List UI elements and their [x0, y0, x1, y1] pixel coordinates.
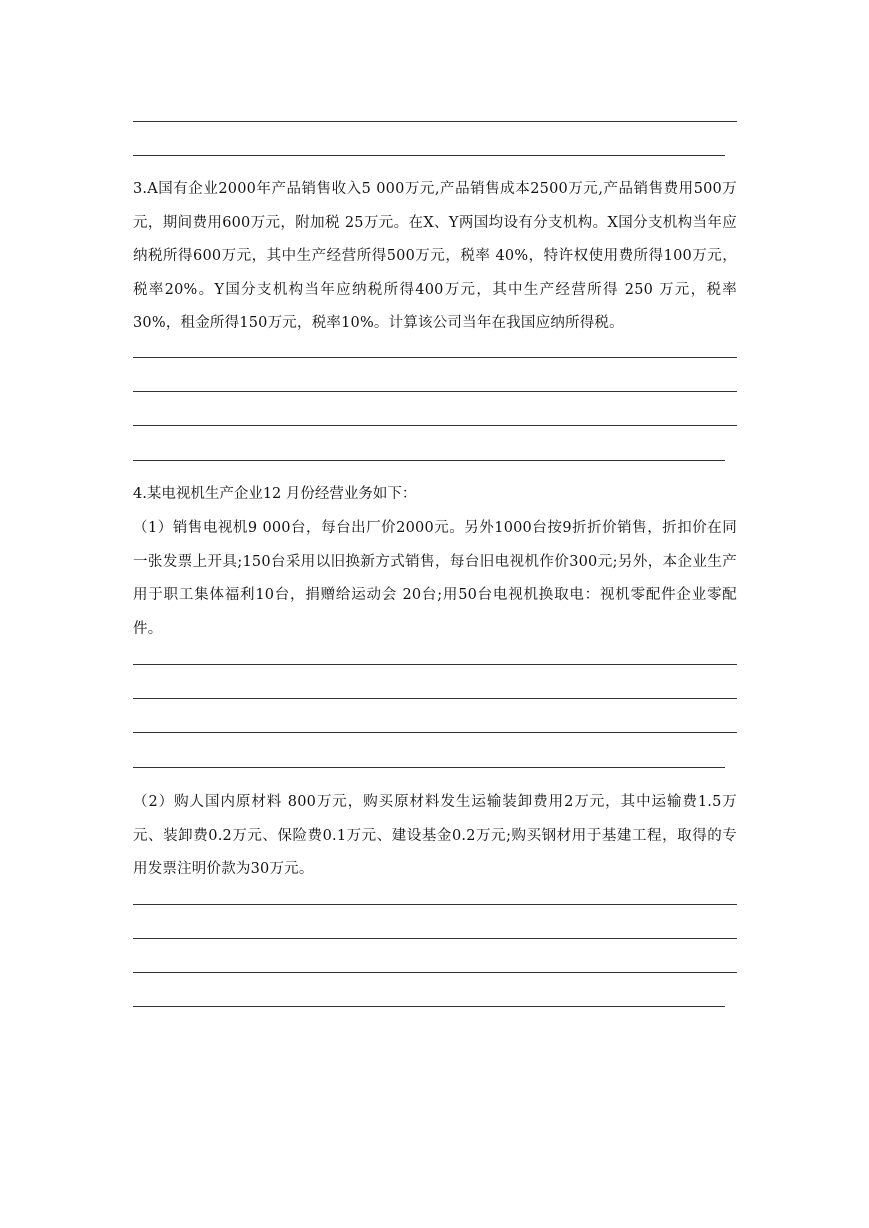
answer-line — [133, 425, 737, 426]
question-3-text: 3.A国有企业2000年产品销售收入5 000万元,产品销售成本2500万元,产品销售费用500万元，期间费用600万元，附加税 25万元。在X、Y两国均设有分支机构。X国分支机构当年应纳税所得600万元，其中生产经营所得500万元，税率 40%，特许权使用费所得100万元，税率20%。Y国分支机构当年应纳税所得400万元，其中生产经营所得 250 万元，税率 30%，租金所得150万元，税率10%。计算该公司当年在我国应纳所得税。 — [133, 181, 742, 331]
answer-line — [133, 155, 725, 156]
answer-line — [133, 904, 737, 905]
answer-line — [133, 460, 725, 461]
answer-line — [133, 121, 737, 122]
answer-line — [133, 391, 737, 392]
answer-line — [133, 698, 737, 699]
answer-line — [133, 767, 725, 768]
answer-line — [133, 938, 737, 939]
answer-line — [133, 357, 737, 358]
answer-line — [133, 732, 737, 733]
question-4-item-1: （1）销售电视机9 000台，每台出厂价2000元。另外1000台按9折折价销售，折扣价在同一张发票上开具;150台采用以旧换新方式销售，每台旧电视机作价300元;另外，本企业生产用于职工集体福利10台，捐赠给运动会 20台;用50台电视机换取电：视机零配件企业零配件。 — [133, 520, 737, 637]
question-4-item-2: （2）购人国内原材料 800万元，购买原材料发生运输装卸费用2万元，其中运输费1.5万元、装卸费0.2万元、保险费0.1万元、建设基金0.2万元;购买钢材用于基建工程，取得的专用发票注明价款为30万元。 — [133, 794, 737, 877]
answer-line — [133, 1006, 725, 1007]
answer-line — [133, 664, 737, 665]
answer-line — [133, 972, 737, 973]
question-4-heading: 4.某电视机生产企业12 月份经营业务如下： — [133, 486, 417, 502]
